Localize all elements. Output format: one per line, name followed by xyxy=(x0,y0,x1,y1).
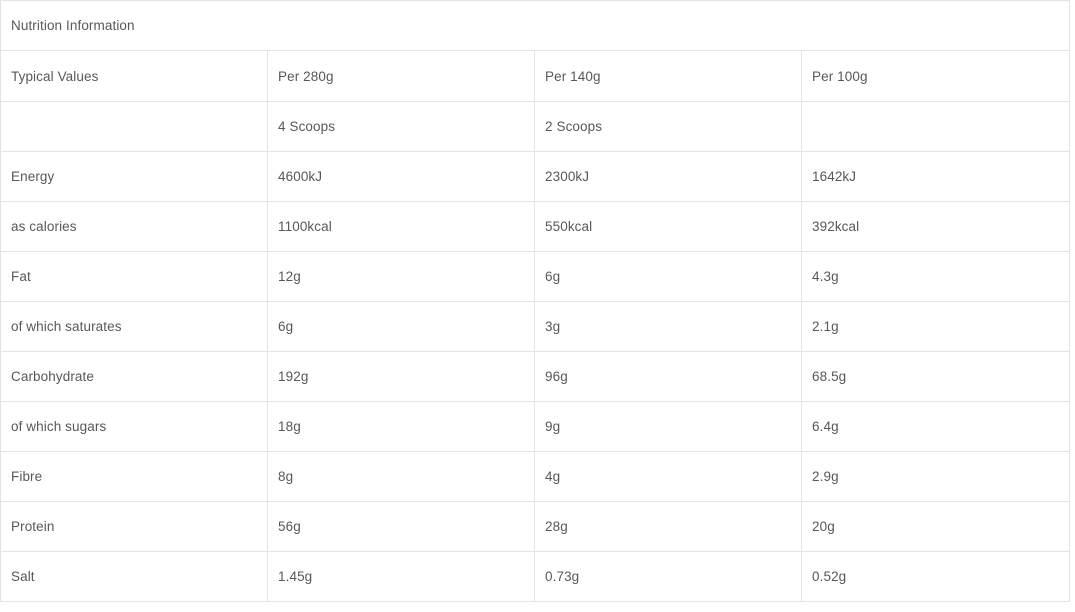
row-value-per-140g: 4g xyxy=(535,452,802,502)
row-label: Carbohydrate xyxy=(1,352,268,402)
row-value-per-280g: 1100kcal xyxy=(268,202,535,252)
column-header-per-140g: Per 140g xyxy=(535,51,802,102)
table-row xyxy=(1,402,1070,452)
table-row xyxy=(1,252,1070,302)
column-header-per-280g: Per 280g xyxy=(268,51,535,102)
row-value-per-100g: 392kcal xyxy=(802,202,1070,252)
row-value-per-280g: 4600kJ xyxy=(268,152,535,202)
row-value-per-140g: 96g xyxy=(535,352,802,402)
table-row xyxy=(1,352,1070,402)
row-value-per-100g: 1642kJ xyxy=(802,152,1070,202)
row-value-per-280g: 6g xyxy=(268,302,535,352)
row-value-per-280g: 8g xyxy=(268,452,535,502)
table-row xyxy=(1,302,1070,352)
table-title-row xyxy=(1,1,1070,51)
row-value-per-140g: 0.73g xyxy=(535,552,802,602)
table-row xyxy=(1,452,1070,502)
row-label: Fat xyxy=(1,252,268,302)
row-value-per-280g: 192g xyxy=(268,352,535,402)
row-label: Fibre xyxy=(1,452,268,502)
column-header-per-100g: Per 100g xyxy=(802,51,1070,102)
row-label: of which saturates xyxy=(1,302,268,352)
row-value-per-140g: 550kcal xyxy=(535,202,802,252)
row-value-per-140g: 2300kJ xyxy=(535,152,802,202)
row-value-per-100g: 20g xyxy=(802,502,1070,552)
row-value-per-100g: 68.5g xyxy=(802,352,1070,402)
subheader-per-100g xyxy=(802,102,1070,152)
subheader-per-280g: 4 Scoops xyxy=(268,102,535,152)
row-value-per-140g: 28g xyxy=(535,502,802,552)
row-label: Protein xyxy=(1,502,268,552)
row-value-per-100g: 4.3g xyxy=(802,252,1070,302)
row-label: of which sugars xyxy=(1,402,268,452)
row-value-per-100g: 2.1g xyxy=(802,302,1070,352)
table-row xyxy=(1,552,1070,602)
table-row xyxy=(1,502,1070,552)
column-header-typical-values: Typical Values xyxy=(1,51,268,102)
table-title: Nutrition Information xyxy=(1,1,1070,51)
table-subheader-row xyxy=(1,102,1070,152)
row-value-per-280g: 56g xyxy=(268,502,535,552)
row-label: Energy xyxy=(1,152,268,202)
row-value-per-280g: 18g xyxy=(268,402,535,452)
row-label: as calories xyxy=(1,202,268,252)
table-row xyxy=(1,202,1070,252)
row-value-per-140g: 6g xyxy=(535,252,802,302)
row-label: Salt xyxy=(1,552,268,602)
row-value-per-140g: 3g xyxy=(535,302,802,352)
table-row xyxy=(1,152,1070,202)
row-value-per-280g: 1.45g xyxy=(268,552,535,602)
row-value-per-100g: 6.4g xyxy=(802,402,1070,452)
row-value-per-100g: 2.9g xyxy=(802,452,1070,502)
row-value-per-100g: 0.52g xyxy=(802,552,1070,602)
row-value-per-140g: 9g xyxy=(535,402,802,452)
row-value-per-280g: 12g xyxy=(268,252,535,302)
table-header-row xyxy=(1,51,1070,102)
subheader-label xyxy=(1,102,268,152)
subheader-per-140g: 2 Scoops xyxy=(535,102,802,152)
